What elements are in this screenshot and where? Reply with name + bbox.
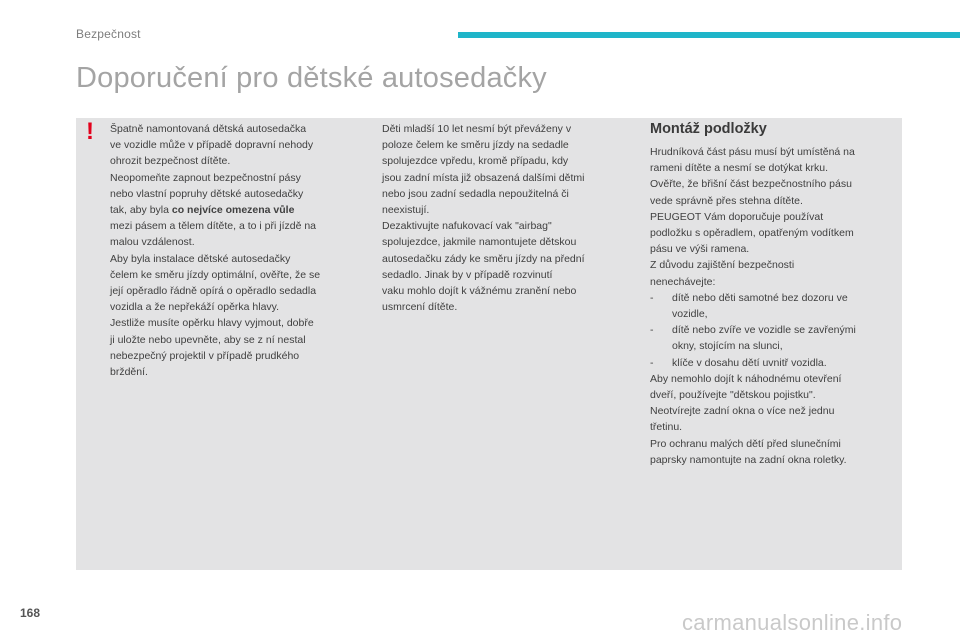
text-line: Ověřte, že břišní část bezpečnostního pásu [650,178,852,191]
text-line [110,202,372,218]
text-line: malou vzdálenost. [110,236,195,249]
bullet-item [650,290,896,322]
warning-column [110,121,372,380]
text-line: paprsky namontujte na zadní okna roletky. [650,453,847,466]
bullet-item [650,355,896,371]
text-line: ve vozidle může v případě dopravní nehody [110,139,314,152]
text-line: dítě nebo zvíře ve vozidle se zavřenými [672,324,856,337]
text-line: Dezaktivujte nafukovací vak "airbag" [382,220,552,233]
text-line: brždění. [110,366,148,379]
text-line: dítě nebo děti samotné bez dozoru ve [672,291,848,304]
text-line: Pro ochranu malých dětí před slunečními [650,437,841,450]
text-line: klíče v dosahu dětí uvnitř vozidla. [672,356,827,369]
bullet-item [650,322,896,354]
emphasis-text: co nejvíce omezena vůle [171,204,295,217]
header-accent-bar [458,32,960,38]
bullet-dash: - [650,356,654,369]
section-heading: Montáž podložky [650,121,767,137]
text-line: mezi pásem a tělem dítěte, a to i při jízdě na [110,220,317,233]
text-line: spolujezdce vpředu, kromě případu, kdy [382,155,569,168]
bullet-text [672,322,896,354]
text-line: usmrcení dítěte. [382,301,458,314]
text-line: Děti mladší 10 let nesmí být převáženy v [382,123,572,135]
section-label: Bezpečnost [76,27,141,41]
text-line: třetinu. [650,421,683,434]
text-line: PEUGEOT Vám doporučuje používat [650,210,824,223]
text-line: Z důvodu zajištění bezpečnosti [650,259,795,272]
bullet-text [672,355,896,371]
text-line: vozidle, [672,308,708,321]
page-title: Doporučení pro dětské autosedačky [76,62,547,94]
text-line: vozidla a že nepřekáží opěrka hlavy. [110,301,280,314]
text-line: nebezpečný projektil v případě prudkého [110,349,300,362]
text-line: jsou zadní místa již obsazená dalšími dětmi [382,171,585,184]
booster-column [650,144,896,468]
text-line: Hrudníková část pásu musí být umístěná na [650,146,855,158]
text-line: podložku s opěradlem, opatřeným vodítkem [650,227,854,240]
text-line: rameni dítěte a nesmí se dotýkat krku. [650,162,828,175]
text-line: Aby nemohlo dojít k náhodnému otevření [650,372,842,385]
text-line: ji uložte nebo upevněte, aby se z ní nestal [110,333,306,346]
text-line: pásu ve výši ramena. [650,243,750,256]
watermark: carmanualsonline.info [682,610,903,635]
text-line: Neopomeňte zapnout bezpečnostní pásy [110,171,301,184]
page-number: 168 [20,606,41,620]
text-line: ohrozit bezpečnost dítěte. [110,155,231,168]
text-line: autosedačku zády ke směru jízdy na přední [382,252,585,265]
airbag-column [382,121,628,315]
bullet-dash: - [650,291,654,304]
text-line: neexistují. [382,204,430,217]
text-line: poloze čelem ke směru jízdy na sedadle [382,139,569,152]
text-line: Jestliže musíte opěrku hlavy vyjmout, dobře [110,317,314,330]
bullet-dash: - [650,324,654,337]
text-line: spolujezdce, jakmile namontujete dětskou [382,236,577,249]
warning-icon: ! [86,118,94,145]
text-line: Neotvírejte zadní okna o více než jednu [650,405,835,418]
text-line: nenechávejte: [650,275,716,288]
bullet-text [672,290,896,322]
text-line: tak, aby byla [110,204,169,217]
text-line: nebo vlastní popruhy dětské autosedačky [110,187,304,200]
text-line: její opěradlo řádně opírá o opěradlo sedadla [110,285,317,298]
text-line: okny, stojícím na slunci, [672,340,783,353]
text-line: Špatně namontovaná dětská autosedačka [110,123,307,135]
text-line: Aby byla instalace dětské autosedačky [110,252,291,265]
text-line: čelem ke směru jízdy optimální, ověřte, že se [110,268,321,281]
text-line: dveří, používejte "dětskou pojistku". [650,389,816,402]
text-line: nebo jsou zadní sedadla nepoužitelná či [382,187,569,200]
text-line: vede správně přes stehna dítěte. [650,194,803,207]
text-line: sedadlo. Jinak by v případě rozvinutí [382,268,553,281]
text-line: vaku mohlo dojít k vážnému zranění nebo [382,285,577,298]
